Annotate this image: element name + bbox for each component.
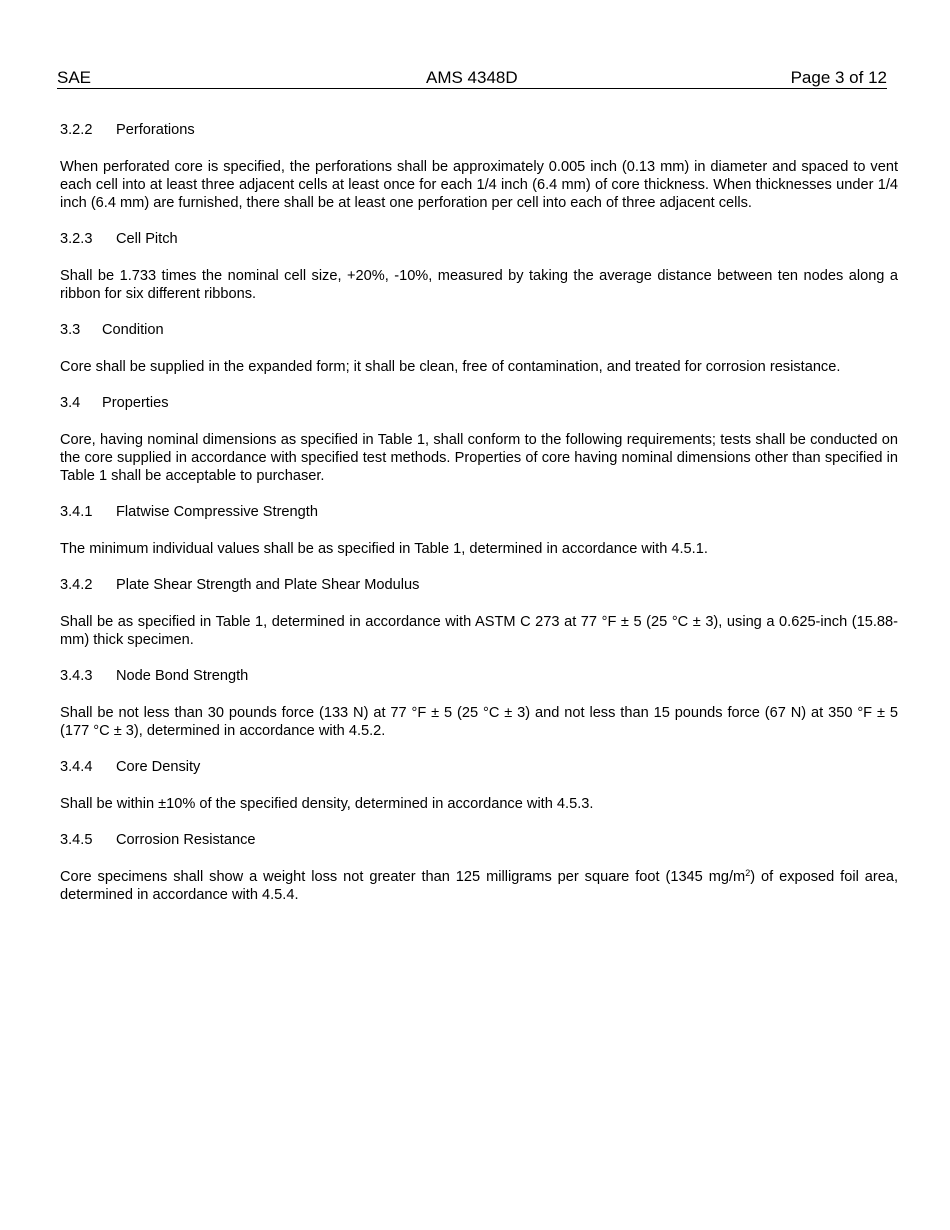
section-number: 3.2.3 xyxy=(60,231,93,247)
section-paragraph: Core, having nominal dimensions as specified in Table 1, shall conform to the following requirements; tests shall be conducted on the core supplied in accordance with specified test methods. Properties of core having nominal dimensions other than specified in Table 1 shall be acceptable to purchaser. xyxy=(60,432,898,484)
section-heading xyxy=(60,667,898,685)
section-paragraph: Shall be as specified in Table 1, determined in accordance with ASTM C 273 at 77 °F ± 5 (25 °C ± 3), using a 0.625-inch (15.88-mm) thick specimen. xyxy=(60,614,898,648)
section-paragraph: Shall be 1.733 times the nominal cell size, +20%, -10%, measured by taking the average distance between ten nodes along a ribbon for six different ribbons. xyxy=(60,268,898,302)
header-doc-number: AMS 4348D xyxy=(426,68,518,87)
paragraph-text: Core specimens shall show a weight loss not greater than 125 milligrams per square foot (1345 mg/m xyxy=(60,869,746,885)
section-number: 3.3 xyxy=(60,322,81,338)
section-title: Cell Pitch xyxy=(116,231,178,247)
section-number: 3.4.2 xyxy=(60,577,93,593)
section-title: Plate Shear Strength and Plate Shear Modulus xyxy=(116,577,420,593)
section-paragraph xyxy=(60,868,898,904)
section-title: Corrosion Resistance xyxy=(116,832,256,848)
section-heading xyxy=(60,576,898,594)
section-number: 3.4.4 xyxy=(60,759,93,775)
paragraph-text: ) of exposed foil area, determined in accordance with 4.5.4. xyxy=(60,869,899,903)
section-heading xyxy=(60,321,898,339)
superscript: 2 xyxy=(745,868,751,878)
section-heading xyxy=(60,394,898,412)
section-paragraph: Shall be not less than 30 pounds force (133 N) at 77 °F ± 5 (25 °C ± 3) and not less than 15 pounds force (67 N) at 350 °F ± 5 (177 °C ± 3), determined in accordance with 4.5.2. xyxy=(60,705,898,739)
section-number: 3.4 xyxy=(60,395,81,411)
section-paragraph: The minimum individual values shall be as specified in Table 1, determined in accordance with 4.5.1. xyxy=(60,541,708,557)
section-title: Perforations xyxy=(116,122,195,138)
section-paragraph: Core shall be supplied in the expanded form; it shall be clean, free of contamination, and treated for corrosion resistance. xyxy=(60,359,841,375)
section-title: Condition xyxy=(102,322,164,338)
section-title: Flatwise Compressive Strength xyxy=(116,504,318,520)
section-title: Core Density xyxy=(116,759,201,775)
section-heading xyxy=(60,230,898,248)
section-number: 3.4.1 xyxy=(60,504,93,520)
section-number: 3.4.5 xyxy=(60,832,93,848)
page-header xyxy=(57,68,887,89)
header-org: SAE xyxy=(57,68,92,87)
section-heading xyxy=(60,121,898,139)
section-paragraph: Shall be within ±10% of the specified density, determined in accordance with 4.5.3. xyxy=(60,796,594,812)
section-title: Node Bond Strength xyxy=(116,668,249,684)
section-title: Properties xyxy=(102,395,169,411)
section-heading xyxy=(60,831,898,849)
header-page-number: Page 3 of 12 xyxy=(790,68,887,87)
section-heading xyxy=(60,503,898,521)
section-number: 3.2.2 xyxy=(60,122,93,138)
section-paragraph: When perforated core is specified, the perforations shall be approximately 0.005 inch (0.13 mm) in diameter and spaced to vent each cell into at least three adjacent cells at least once for each 1/4 inch (6.4 mm) of core thickness. When thicknesses under 1/4 inch (6.4 mm) are furnished, there shall be at least one perforation per cell into each of three adjacent cells. xyxy=(60,159,898,211)
document-body xyxy=(60,121,898,922)
section-heading xyxy=(60,758,898,776)
section-number: 3.4.3 xyxy=(60,668,93,684)
